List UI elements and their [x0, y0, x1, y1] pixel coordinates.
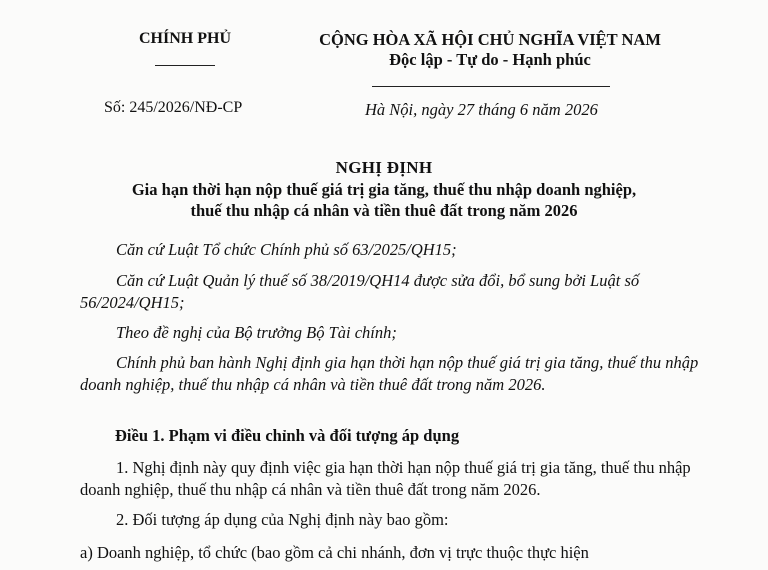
article-1-clause-2: 2. Đối tượng áp dụng của Nghị định này bao gồm:: [116, 510, 449, 529]
preamble-basis-2: Căn cứ Luật Quản lý thuế số 38/2019/QH14 được sửa đổi, bổ sung bởi Luật số 56/2024/QH15;: [80, 271, 640, 312]
national-title: CỘNG HÒA XÃ HỘI CHỦ NGHĨA VIỆT NAM: [319, 30, 661, 49]
article-1-clause-2a: a) Doanh nghiệp, tổ chức (bao gồm cả chi nhánh, đơn vị trực thuộc thực hiện: [80, 543, 589, 562]
preamble-basis-1: Căn cứ Luật Tổ chức Chính phủ số 63/2025/QH15;: [116, 240, 457, 259]
preamble-proposal: Theo đề nghị của Bộ trưởng Bộ Tài chính;: [116, 323, 397, 342]
place-date: Hà Nội, ngày 27 tháng 6 năm 2026: [365, 100, 598, 119]
preamble-promulgation: Chính phủ ban hành Nghị định gia hạn thời hạn nộp thuế giá trị gia tăng, thuế thu nhập doanh nghiệp, thuế thu nhập cá nhân và tiền thuê đất trong năm 2026.: [80, 353, 699, 394]
issuing-org: CHÍNH PHỦ: [139, 30, 231, 47]
motto-underline: [372, 86, 610, 87]
decree-title-line-1: Gia hạn thời hạn nộp thuế giá trị gia tăng, thuế thu nhập doanh nghiệp,: [131, 180, 637, 199]
article-1-heading: Điều 1. Phạm vi điều chỉnh và đối tượng áp dụng: [115, 426, 460, 445]
org-underline: [155, 65, 215, 66]
document-type: NGHỊ ĐỊNH: [335, 158, 433, 177]
national-motto: Độc lập - Tự do - Hạnh phúc: [389, 50, 591, 69]
decree-title-line-2: thuế thu nhập cá nhân và tiền thuê đất trong năm 2026: [190, 201, 578, 220]
decree-number: Số: 245/2026/NĐ-CP: [104, 99, 243, 116]
article-1-clause-1: 1. Nghị định này quy định việc gia hạn thời hạn nộp thuế giá trị gia tăng, thuế thu nhập doanh nghiệp, thuế thu nhập cá nhân và tiền thuê đất trong năm 2026.: [80, 458, 691, 499]
